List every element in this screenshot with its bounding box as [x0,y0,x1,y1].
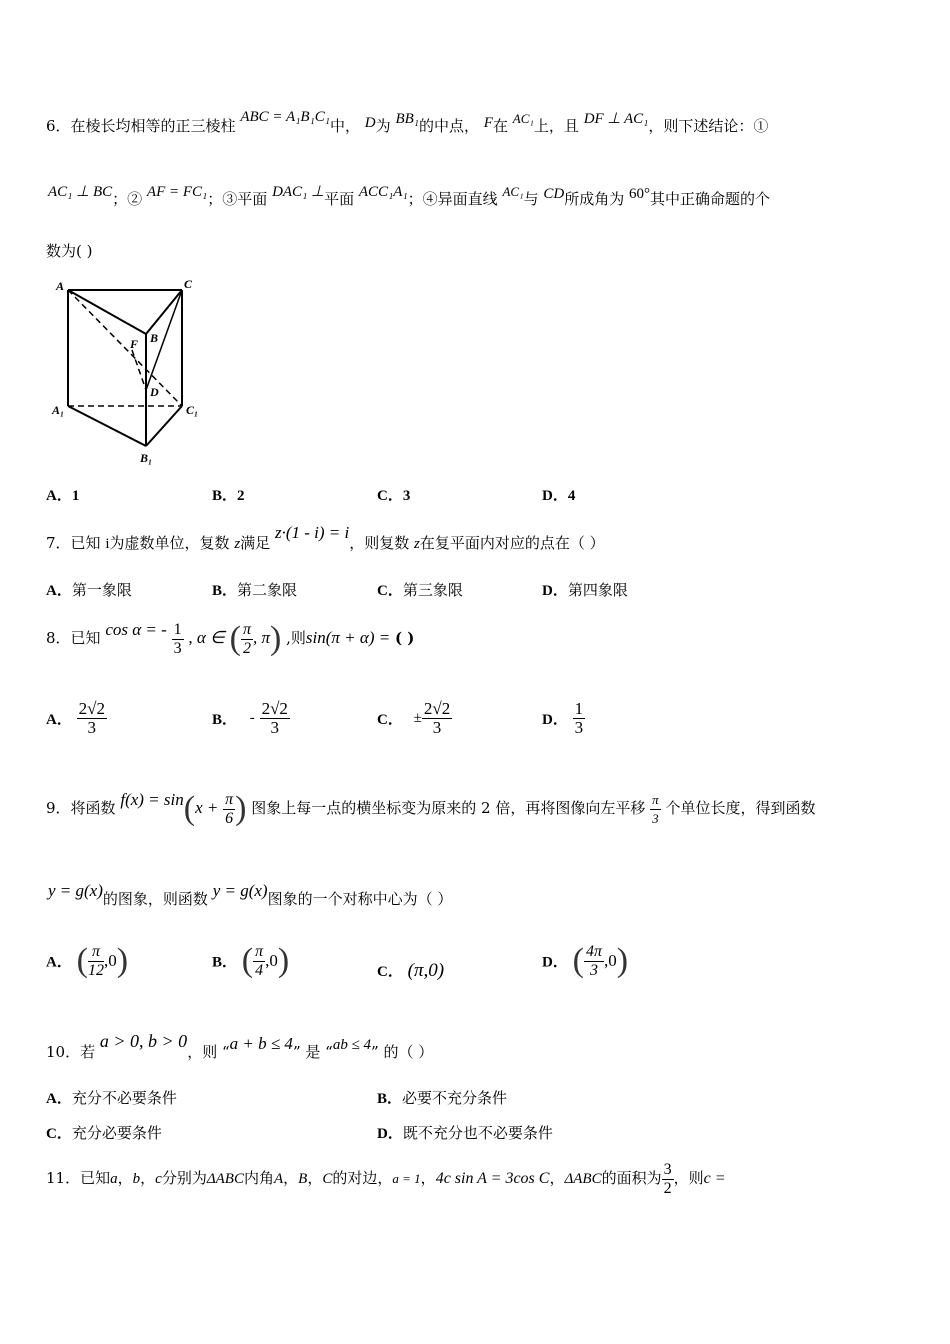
q10-line: 10．若 a > 0, b > 0，则 “a + b ≤ 4” 是 “ab ≤ 4” 的（ ） [46,1031,434,1061]
q8-option-c[interactable]: C． ± $\frac{2√2}{3}$ [377,699,451,737]
fraction: $\frac{2√2}{3}$ [423,699,451,737]
fraction: $\frac{2√2}{3}$ [78,699,105,737]
math-expr: ABC = A₁B₁C₁ [240,109,330,125]
label-A1: A₁ [52,403,65,417]
q8-line: 8．已知 cos α = - $\frac{1}{3}$ , α ∈ ( $\frac{\pi}{2}$ , π) ,则sin(π + α) = ( ) [46,620,415,657]
edge-C1B1 [146,406,182,446]
math-expr: DAC₁ ⊥ [272,184,325,200]
fraction: $\frac{3}{2}$ [663,1160,672,1197]
edge-AB [68,290,146,334]
q6-option-b[interactable]: B．2 [212,488,245,504]
math-expr: ab ≤ 4 [332,1037,372,1053]
math-expr: BB₁ [395,111,419,127]
math-expr: a + b ≤ 4 [229,1034,293,1053]
math-expr: F [483,115,493,131]
question-number: 6． [46,117,71,135]
math-expr: ACC₁A₁ [358,184,408,200]
question-number: 8． [46,629,71,647]
question-number: 9． [46,799,71,817]
label-D: D [150,385,159,399]
edge-A1B1 [68,406,146,446]
math-expr: cos α = - [105,620,167,639]
q11-line: 11．已知a，b，c分别为ΔABC内角A，B，C的对边，a = 1，4c sin A = 3cos C，ΔABC的面积为 $\frac{3}{2}$ ，则c = [46,1160,726,1197]
question-number: 10． [46,1043,81,1061]
q8-option-b[interactable]: B． - $\frac{2√2}{3}$ [212,699,288,737]
q6-option-d[interactable]: D．4 [542,488,576,504]
q7-line: 7．已知 i为虚数单位，复数 z满足 z·(1 - i) = i，则复数 z在复平面内对应的点在（ ） [46,523,605,552]
q8-option-a[interactable]: A． $\frac{2√2}{3}$ [46,699,105,737]
q9-option-a[interactable]: A． ( $\frac{\pi}{12}$ ,0) [46,942,129,979]
math-expr: CD [543,186,565,202]
fraction: $\frac{\pi}{4}$ [255,942,264,979]
math-expr: AC₁ [512,111,534,126]
math-expr: sin(π + α) = [305,628,391,647]
q9-line2: y = g(x)的图象，则函数 y = g(x)图象的一个对称中心为（ ） [48,881,453,908]
label-F: F [130,337,139,351]
q10-option-c[interactable]: C．充分必要条件 [46,1124,162,1142]
math-expr: z [414,536,420,552]
q9-line1: 9．将函数 f(x) = sin(x + $\frac{\pi}{6}$ ) 图象上每一点的横坐标变为原来的 2 倍，再将图像向左平移 $\frac{\pi}{3}$ 个单位长度，得到函数 [46,790,816,827]
math-expr: y = g(x) [48,881,103,900]
math-expr: , α ∈ [188,628,225,647]
q10-option-a[interactable]: A．充分不必要条件 [46,1089,177,1107]
fraction: $\frac{1}{3}$ [173,620,182,657]
q10-option-b[interactable]: B．必要不充分条件 [377,1089,508,1107]
diagonal-AC1 [68,290,182,406]
q6-line3: 数为( ) [46,242,93,260]
q7-option-b[interactable]: B．第二象限 [212,581,298,599]
q6-option-c[interactable]: C．3 [377,488,411,504]
q6-line2: AC₁ ⊥ BC；② AF = FC₁；③平面 DAC₁ ⊥平面 ACC₁A₁；④异面直线 AC₁与 CD所成角为 60°其中正确命题的个 [48,184,771,208]
edge-CB [146,290,182,334]
math-expr: , π [252,628,271,647]
math-expr: z [234,536,241,552]
label-A: A [56,279,65,293]
math-expr: AC₁ ⊥ BC [48,184,113,200]
q6-option-a[interactable]: A．1 [46,488,80,504]
fraction: $\frac{\pi}{6}$ [225,790,234,827]
question-number: 7． [46,534,71,552]
q7-option-c[interactable]: C．第三象限 [377,581,463,599]
q6-line1: 6．在棱长均相等的正三棱柱 ABC = A₁B₁C₁中， D为 BB₁的中点， F在 AC₁上，且 DF ⊥ AC₁，则下述结论：① [46,109,769,135]
segment-DF [132,350,146,390]
q7-option-a[interactable]: A．第一象限 [46,581,132,599]
label-C: C [184,278,193,291]
math-expr: AC₁ [502,184,524,199]
fraction: $\frac{2√2}{3}$ [261,699,288,737]
fraction: $\frac{4\pi}{3}$ [585,942,602,979]
question-number: 11． [46,1169,81,1187]
label-B1: B₁ [140,451,153,465]
math-expr: i [105,536,110,552]
q9-option-c[interactable]: C． (π,0) [377,960,445,981]
q9-option-d[interactable]: D． ( $\frac{4\pi}{3}$ ,0) [542,942,629,979]
math-expr: z·(1 - i) = i [274,523,350,542]
fraction: $\frac{\pi}{12}$ [87,942,104,979]
q7-option-d[interactable]: D．第四象限 [542,581,628,599]
math-expr: a > 0, b > 0 [99,1031,188,1051]
q8-option-d[interactable]: D． $\frac{1}{3}$ [542,699,584,737]
math-expr: f(x) = sin [120,790,184,809]
fraction: $\frac{\pi}{2}$ [242,620,251,657]
math-expr: D [364,115,376,131]
fraction: $\frac{1}{3}$ [574,699,584,737]
fraction: $\frac{\pi}{3}$ [652,791,659,826]
math-expr: AF = FC₁ [146,184,208,200]
q9-option-b[interactable]: B． ( $\frac{\pi}{4}$ ,0) [212,942,290,979]
q10-option-d[interactable]: D．既不充分也不必要条件 [377,1124,553,1142]
label-C1: C₁ [186,403,199,417]
math-expr: x + [195,798,219,817]
math-expr: DF ⊥ AC₁ [583,111,649,127]
math-expr: y = g(x) [212,881,268,900]
math-expr: 60° [629,186,651,202]
label-B: B [150,331,159,345]
triangular-prism-figure [46,278,216,468]
